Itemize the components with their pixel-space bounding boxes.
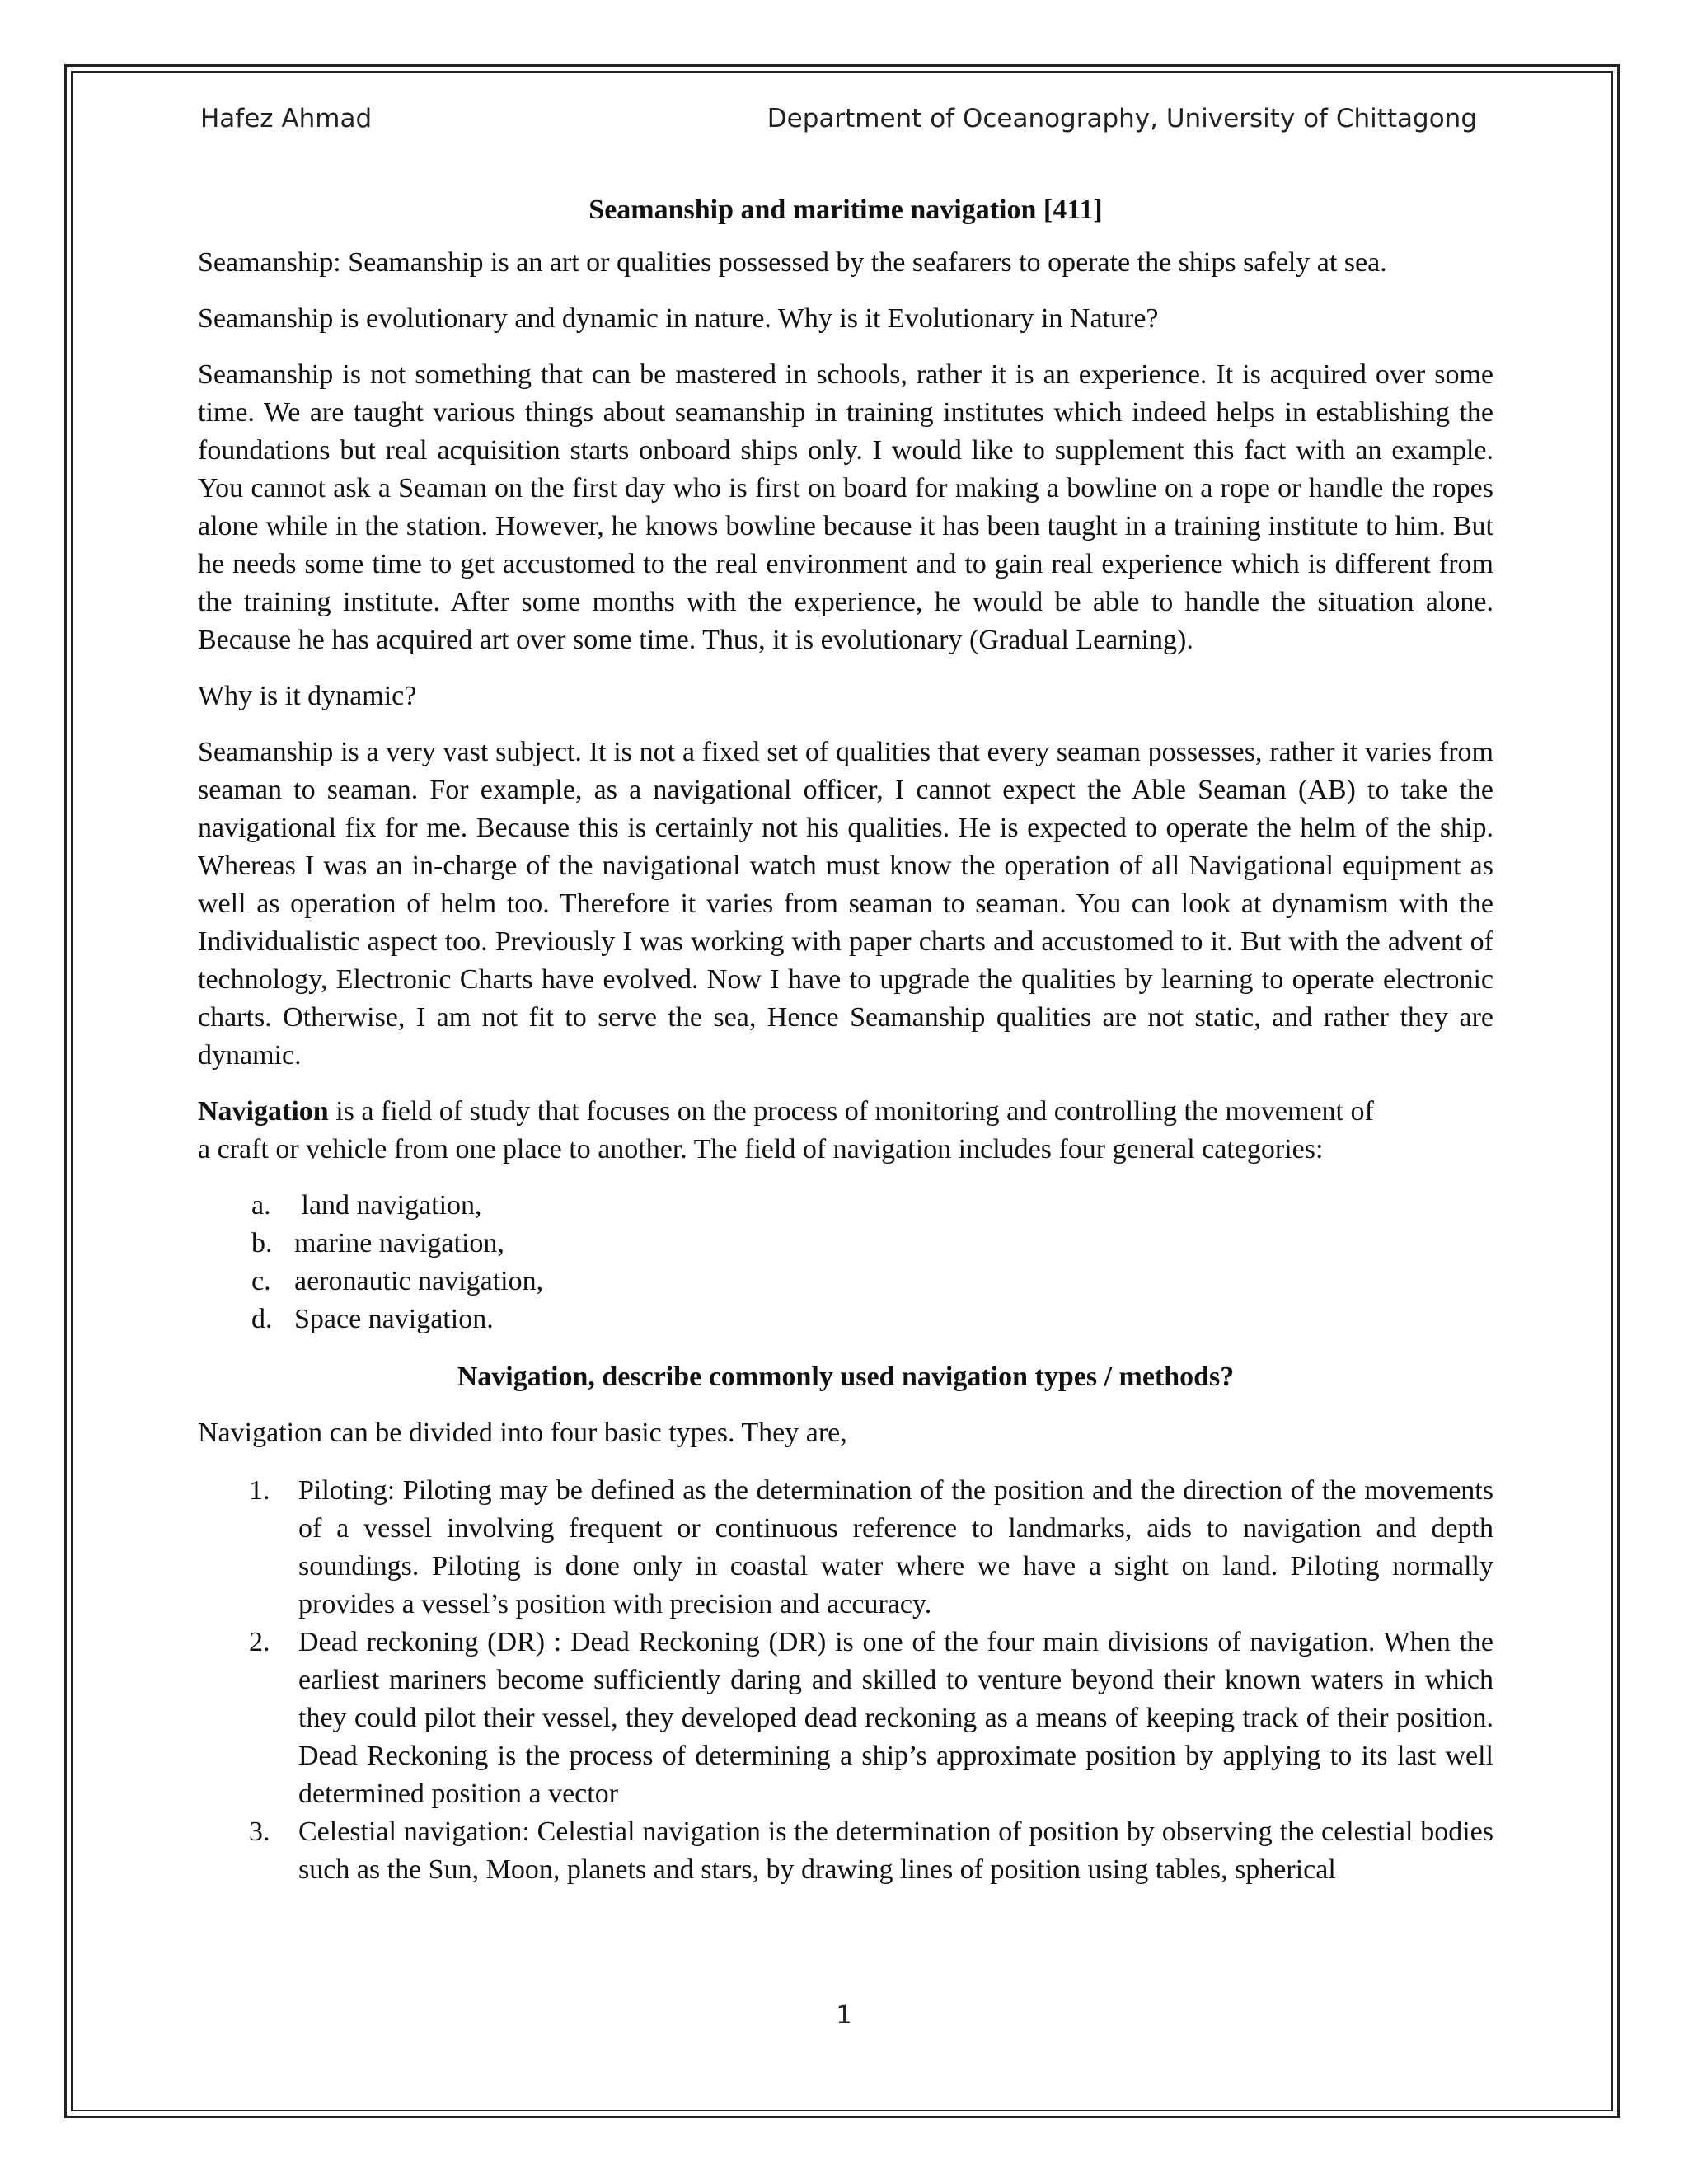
document-title: Seamanship and maritime navigation [411] bbox=[588, 194, 1103, 225]
list-item bbox=[198, 1624, 1493, 1813]
navigation-line2: a craft or vehicle from one place to another. The field of navigation includes four general categories: bbox=[198, 1134, 1324, 1165]
list-item-text: Piloting: Piloting may be defined as the determination of the position and the direction of the movements of a vessel involving frequent or continuous reference to landmarks, aids to navigation and depth soundings. Piloting is done only in coastal water where we have a sight on land. Piloting normally provides a vessel’s position with precision and accuracy. bbox=[298, 1475, 1493, 1619]
list-marker: 2. bbox=[249, 1627, 270, 1657]
list-marker: 1. bbox=[249, 1475, 270, 1506]
list-marker: a. bbox=[251, 1190, 271, 1221]
evolutionary-question: Seamanship is evolutionary and dynamic in nature. Why is it Evolutionary in Nature? bbox=[198, 303, 1159, 334]
header-author: Hafez Ahmad bbox=[200, 104, 373, 134]
document-page bbox=[198, 97, 1493, 1889]
list-item-text: land navigation, bbox=[294, 1190, 482, 1221]
page-header bbox=[200, 97, 1477, 140]
list-marker: c. bbox=[251, 1266, 271, 1296]
header-department: Department of Oceanography, University of Chittagong bbox=[767, 104, 1477, 134]
list-item bbox=[198, 1263, 1493, 1301]
list-item bbox=[198, 1187, 1493, 1225]
list-marker: b. bbox=[251, 1228, 273, 1258]
list-item-text: aeronautic navigation, bbox=[294, 1266, 544, 1296]
evolutionary-paragraph: Seamanship is not something that can be mastered in schools, rather it is an experience. It is acquired over some time. We are taught various things about seamanship in training institutes which indeed helps in establishing the foundations but real acquisition starts onboard ships only. I would like to supplement this fact with an example. You cannot ask a Seaman on the first day who is first on board for making a bowline on a rope or handle the ropes alone while in the station. However, he knows bowline because it has been taught in a training institute to him. But he needs some time to get accustomed to the real environment and to gain real experience which is different from the training institute. After some months with the experience, he would be able to handle the situation alone. Because he has acquired art over some time. Thus, it is evolutionary (Gradual Learning). bbox=[198, 359, 1493, 655]
list-marker: d. bbox=[251, 1304, 273, 1334]
section-subtitle: Navigation, describe commonly used navigation types / methods? bbox=[457, 1361, 1235, 1392]
navigation-line1: is a field of study that focuses on the process of monitoring and controlling the movement of bbox=[328, 1096, 1374, 1127]
page-number: 1 bbox=[836, 2001, 852, 2030]
types-intro: Navigation can be divided into four basic types. They are, bbox=[198, 1418, 847, 1448]
list-item bbox=[198, 1301, 1493, 1338]
list-item bbox=[198, 1472, 1493, 1624]
navigation-definition bbox=[198, 1093, 1493, 1169]
seamanship-definition: Seamanship: Seamanship is an art or qualities possessed by the seafarers to operate the ships safely at sea. bbox=[198, 247, 1387, 278]
list-item-text: Celestial navigation: Celestial navigation is the determination of position by observing the celestial bodies such as the Sun, Moon, planets and stars, by drawing lines of position using tables, spherical bbox=[298, 1816, 1493, 1885]
list-marker: 3. bbox=[249, 1816, 270, 1847]
list-item bbox=[198, 1813, 1493, 1889]
dynamic-question: Why is it dynamic? bbox=[198, 681, 417, 711]
navigation-term: Navigation bbox=[198, 1096, 329, 1127]
dynamic-paragraph: Seamanship is a very vast subject. It is not a fixed set of qualities that every seaman possesses, rather it varies from seaman to seaman. For example, as a navigational officer, I cannot expect the Able Seaman (AB) to take the navigational fix for me. Because this is certainly not his qualities. He is expected to operate the helm of the ship. Whereas I was an in-charge of the navigational watch must know the operation of all Navigational equipment as well as operation of helm too. Therefore it varies from seaman to seaman. You can look at dynamism with the Individualistic aspect too. Previously I was working with paper charts and accustomed to it. But with the advent of technology, Electronic Charts have evolved. Now I have to upgrade the qualities by learning to operate electronic charts. Otherwise, I am not fit to serve the sea, Hence Seamanship qualities are not static, and rather they are dynamic. bbox=[198, 737, 1493, 1071]
list-item-text: Dead reckoning (DR) : Dead Reckoning (DR) is one of the four main divisions of navigation. When the earliest mariners become sufficiently daring and skilled to venture beyond their known waters in which they could pilot their vessel, they developed dead reckoning as a means of keeping track of their position. Dead Reckoning is the process of determining a ship’s approximate position by applying to its last well determined position a vector bbox=[298, 1627, 1493, 1809]
navigation-categories-list bbox=[198, 1187, 1493, 1338]
list-item-text: marine navigation, bbox=[294, 1228, 504, 1258]
list-item-text: Space navigation. bbox=[294, 1304, 494, 1334]
navigation-types-list bbox=[198, 1472, 1493, 1889]
list-item bbox=[198, 1225, 1493, 1263]
